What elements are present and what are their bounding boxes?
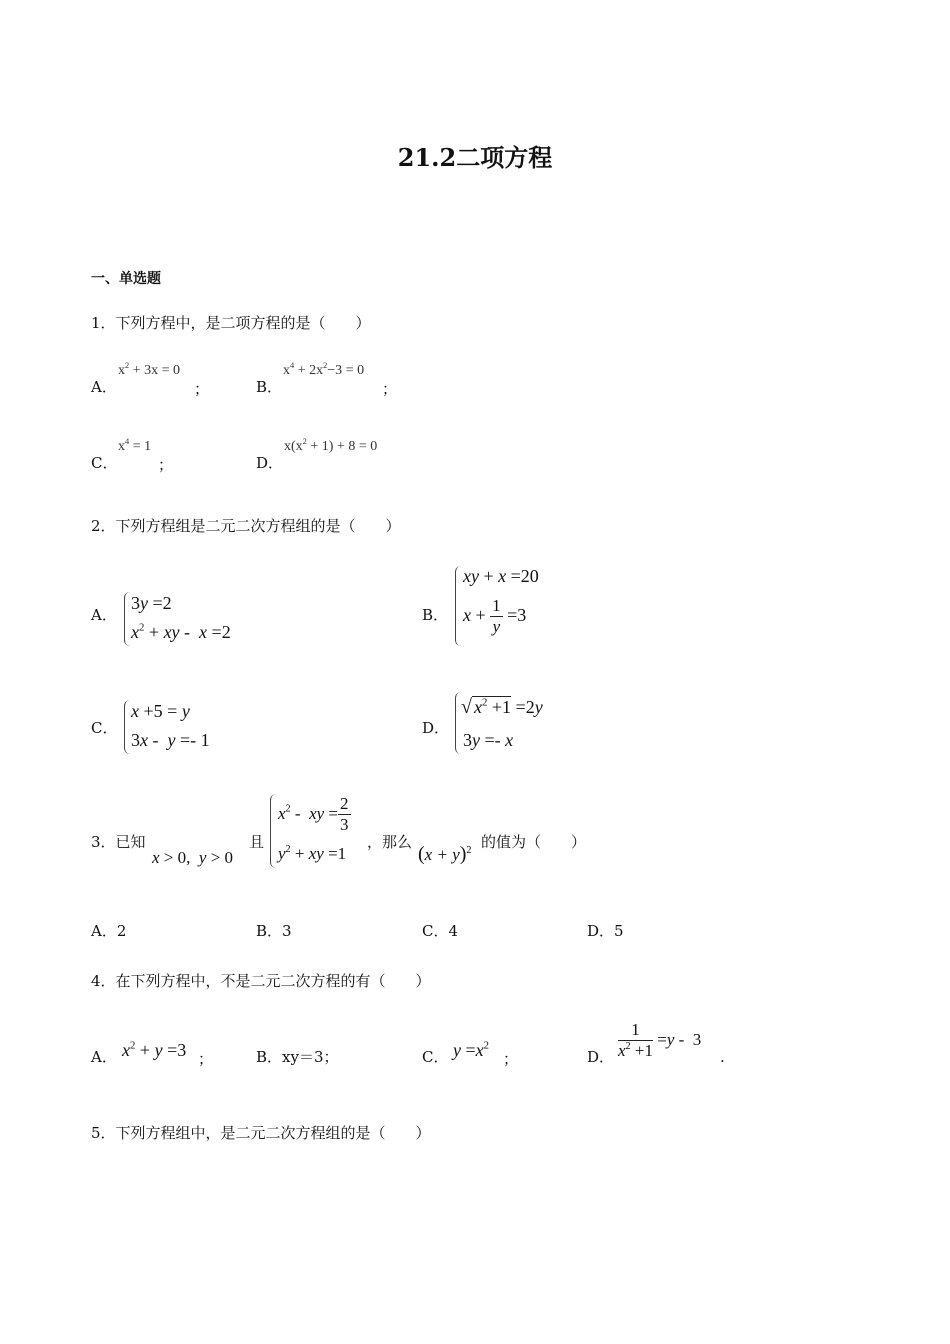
q1-option-c-suffix: ；	[158, 456, 174, 474]
q1-option-a-equation: $x^2 + 3x = 0$	[118, 361, 180, 378]
equation-line: $x^2$ - xy = $\frac{2}{3}$	[278, 794, 349, 835]
q1-option-a-label: A．	[91, 378, 117, 396]
q3-expression: $(x + y)^2$	[418, 843, 472, 865]
q1-option-b-suffix: ；	[382, 380, 398, 398]
brace	[455, 566, 463, 646]
equation-line: x + $\frac{1}{y}$ =3	[463, 596, 527, 637]
question-5-stem: 5．下列方程组中，是二元二次方程组的是（ ）	[91, 1124, 431, 1142]
q4-option-d-label: D．	[587, 1048, 615, 1066]
section-heading: 一、单选题	[91, 271, 161, 287]
q4-option-a-label: A．	[91, 1048, 117, 1066]
equation-line: √ $x^2 +1 =2y$	[461, 696, 543, 718]
q1-option-d-equation: $x(x^2 + 1) + 8 = 0$	[284, 437, 378, 454]
q2-option-b-label: B．	[422, 606, 449, 624]
question-3-stem-suffix: 的值为（ ）	[481, 833, 587, 851]
question-1-stem: 1．下列方程中，是二项方程的是（ ）	[91, 314, 371, 332]
question-3-stem-mid2: ，那么	[367, 833, 413, 851]
question-3-stem-mid: 且	[249, 833, 265, 851]
q1-option-b-label: B．	[256, 378, 283, 396]
q3-condition: x > 0, y > 0	[152, 848, 234, 867]
question-4-stem: 4．在下列方程中，不是二元二次方程的有（ ）	[91, 972, 431, 990]
q4-option-c-suffix: ；	[503, 1050, 519, 1068]
brace	[270, 794, 278, 868]
q2-option-d-label: D．	[422, 719, 450, 737]
equation-line: x +5 = y	[131, 701, 190, 721]
q3-option-d: D．5	[587, 922, 624, 940]
q3-option-a: A．2	[91, 922, 127, 940]
equation-line: $y^2$ + xy =1	[278, 843, 347, 863]
q1-option-d-label: D．	[256, 454, 284, 472]
q3-option-b: B．3	[256, 922, 292, 940]
q1-option-b-equation: $x^4 + 2x^2-3 = 0$	[283, 361, 365, 378]
q4-option-a-suffix: ；	[198, 1050, 214, 1068]
q2-option-a-label: A．	[91, 606, 117, 624]
question-3-stem-prefix: 3．已知	[91, 833, 146, 851]
q4-option-c-equation: $y =x^2$	[453, 1039, 490, 1060]
equation-line: 3x - y =- 1	[131, 730, 210, 750]
q1-option-a-suffix: ；	[194, 380, 210, 398]
q4-option-d-equation: $\frac{1}{x^2 +1}$ =y - 3	[618, 1020, 702, 1061]
page-title: 21.2二项方程	[397, 143, 553, 172]
equation-line: 3y =2	[131, 593, 172, 613]
q4-option-a-equation: $x^2 + y =3$	[122, 1039, 187, 1060]
equation-line: xy + x =20	[463, 566, 539, 586]
q4-option-c-label: C．	[422, 1048, 449, 1066]
equation-line: 3y =- x	[463, 730, 514, 750]
equation-line: $x^2$ + xy - x =2	[131, 621, 231, 642]
question-2-stem: 2．下列方程组是二元二次方程组的是（ ）	[91, 517, 401, 535]
q4-option-d-suffix: .	[720, 1048, 725, 1066]
q1-option-c-equation: $x^4 = 1$	[118, 437, 152, 454]
q4-option-b: B．xy＝3；	[256, 1048, 339, 1066]
q3-option-c: C．4	[422, 922, 459, 940]
q1-option-c-label: C．	[91, 454, 118, 472]
q2-option-c-label: C．	[91, 719, 118, 737]
